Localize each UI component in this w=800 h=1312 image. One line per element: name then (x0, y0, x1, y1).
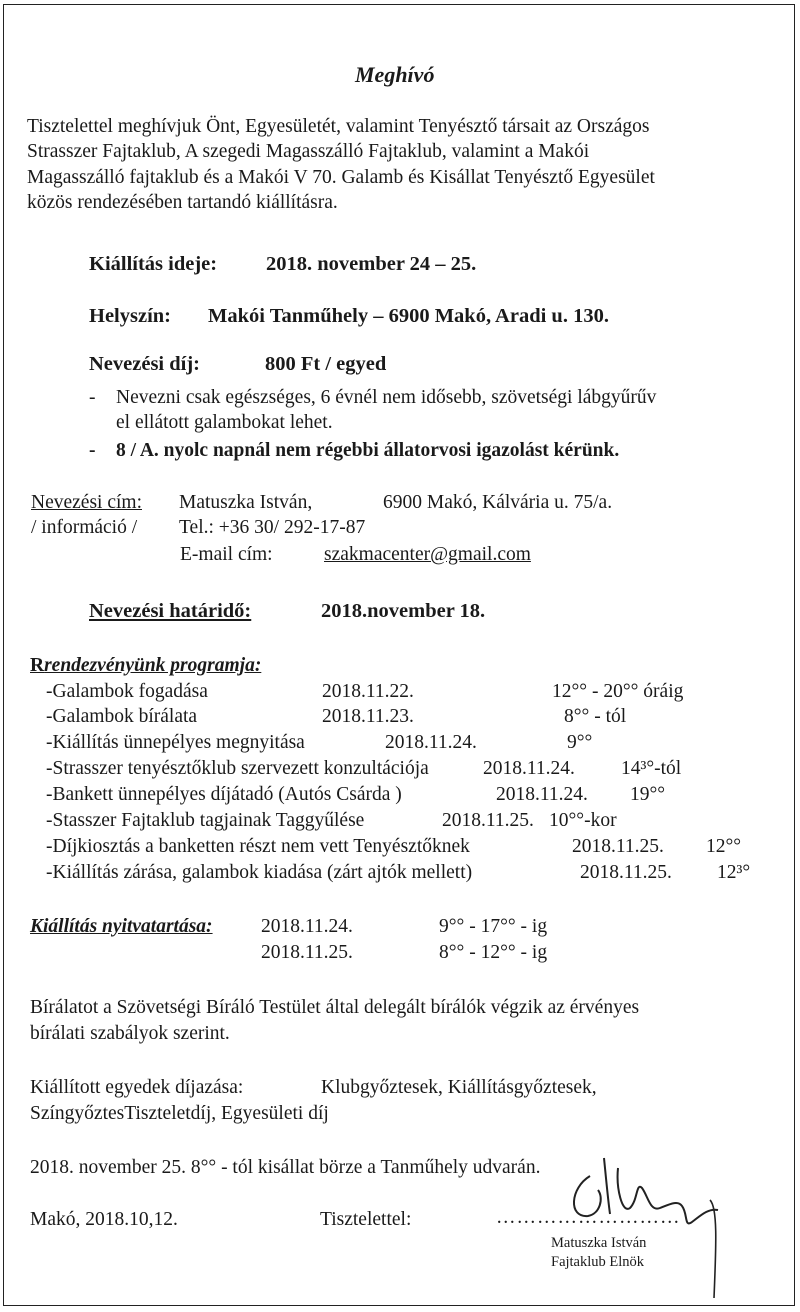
entry-note-2: el ellátott galambokat lehet. (116, 412, 333, 433)
contact-address: 6900 Makó, Kálvária u. 75/a. (383, 492, 613, 513)
program-item-date: 2018.11.22. (322, 681, 414, 702)
entry-fee-value: 800 Ft / egyed (265, 353, 387, 375)
awards-line-2: SzíngyőztesTiszteletdíj, Egyesületi díj (30, 1103, 329, 1124)
opening-hours-date: 2018.11.24. (261, 916, 353, 937)
contact-name: Matuszka István, (179, 492, 313, 513)
intro-line-1: Tisztelettel meghívjuk Önt, Egyesületét, valamint Tenyésztő társait az Országos (27, 116, 650, 137)
contact-email-label: E-mail cím: (180, 544, 273, 565)
contact-label: Nevezési cím: (31, 492, 142, 513)
program-item-date: 2018.11.25. (442, 810, 534, 831)
signature-line: ……………………… (496, 1207, 681, 1228)
program-item-name: -Díjkiosztás a banketten részt nem vett Tenyésztőknek (46, 836, 470, 857)
opening-hours-time: 9°° - 17°° - ig (439, 916, 548, 937)
bullet-dash: - (89, 387, 96, 408)
entry-note-1: Nevezni csak egészséges, 6 évnél nem idősebb, szövetségi lábgyűrűv (116, 387, 657, 408)
program-item-time: 12³° (717, 862, 751, 883)
program-heading (30, 654, 261, 678)
contact-label-info: / információ / (31, 517, 138, 538)
program-item-time: 10°°-kor (549, 810, 617, 831)
program-item-date: 2018.11.24. (385, 732, 477, 753)
deadline-label: Nevezési határidő: (89, 600, 252, 622)
bullet-dash: - (89, 440, 96, 461)
contact-email-link[interactable]: szakmacenter@gmail.com (324, 544, 531, 565)
program-item-date: 2018.11.25. (580, 862, 672, 883)
signer-title: Fajtaklub Elnök (551, 1254, 645, 1270)
program-item-date: 2018.11.24. (483, 758, 575, 779)
venue-label: Helyszín: (89, 305, 171, 327)
program-item-name: -Stasszer Fajtaklub tagjainak Taggyűlése (46, 810, 365, 831)
place-date: Makó, 2018.10,12. (30, 1209, 178, 1230)
deadline-value: 2018.november 18. (321, 600, 486, 622)
signer-name: Matuszka István (551, 1235, 647, 1251)
program-item-name: -Kiállítás zárása, galambok kiadása (zárt ajtók mellett) (46, 862, 473, 883)
program-item-time: 9°° (567, 732, 593, 753)
exhibition-time-label: Kiállítás ideje: (89, 253, 218, 275)
program-item-name: -Kiállítás ünnepélyes megnyitása (46, 732, 305, 753)
intro-line-2: Strasszer Fajtaklub, A szegedi Magasszálló Fajtaklub, valamint a Makói (27, 141, 590, 162)
program-item-name: -Galambok bírálata (46, 706, 198, 727)
venue-value: Makói Tanműhely – 6900 Makó, Aradi u. 130. (208, 305, 609, 327)
program-item-date: 2018.11.24. (496, 784, 588, 805)
judging-line-1: Bírálatot a Szövetségi Bíráló Testület által delegált bírálók végzik az érvényes (30, 997, 640, 1018)
program-heading-initial: R (30, 655, 45, 676)
program-item-name: -Strasszer tenyésztőklub szervezett konzultációja (46, 758, 429, 779)
program-item-date: 2018.11.23. (322, 706, 414, 727)
program-item-name: -Bankett ünnepélyes díjátadó (Autós Csárda ) (46, 784, 402, 805)
opening-hours-label: Kiállítás nyitvatartása: (30, 916, 213, 937)
program-item-time: 14³°-tól (621, 758, 682, 779)
program-item-time: 8°° - tól (564, 706, 627, 727)
program-item-time: 12°° - 20°° óráig (552, 681, 684, 702)
awards-label: Kiállított egyedek díjazása: (30, 1077, 244, 1098)
program-item-time: 19°° (630, 784, 666, 805)
intro-line-4: közös rendezésében tartandó kiállításra. (27, 192, 338, 213)
exhibition-time-value: 2018. november 24 – 25. (266, 253, 477, 275)
opening-hours-date: 2018.11.25. (261, 942, 353, 963)
market-note: 2018. november 25. 8°° - tól kisállat börze a Tanműhely udvarán. (30, 1157, 541, 1178)
entry-note-3: 8 / A. nyolc napnál nem régebbi állatorvosi igazolást kérünk. (116, 440, 620, 461)
entry-fee-label: Nevezési díj: (89, 353, 200, 375)
program-item-date: 2018.11.25. (572, 836, 664, 857)
program-heading-text: rendezvényünk programja: (44, 655, 262, 676)
regards-text: Tisztelettel: (320, 1209, 412, 1230)
awards-line-1: Klubgyőztesek, Kiállításgyőztesek, (321, 1077, 597, 1098)
opening-hours-time: 8°° - 12°° - ig (439, 942, 548, 963)
intro-line-3: Magasszálló fajtaklub és a Makói V 70. Galamb és Kisállat Tenyésztő Egyesület (27, 167, 655, 188)
judging-line-2: bírálati szabályok szerint. (30, 1023, 230, 1044)
program-item-name: -Galambok fogadása (46, 681, 208, 702)
program-item-time: 12°° (706, 836, 742, 857)
contact-phone: Tel.: +36 30/ 292-17-87 (179, 517, 366, 538)
page-title: Meghívó (355, 62, 435, 87)
